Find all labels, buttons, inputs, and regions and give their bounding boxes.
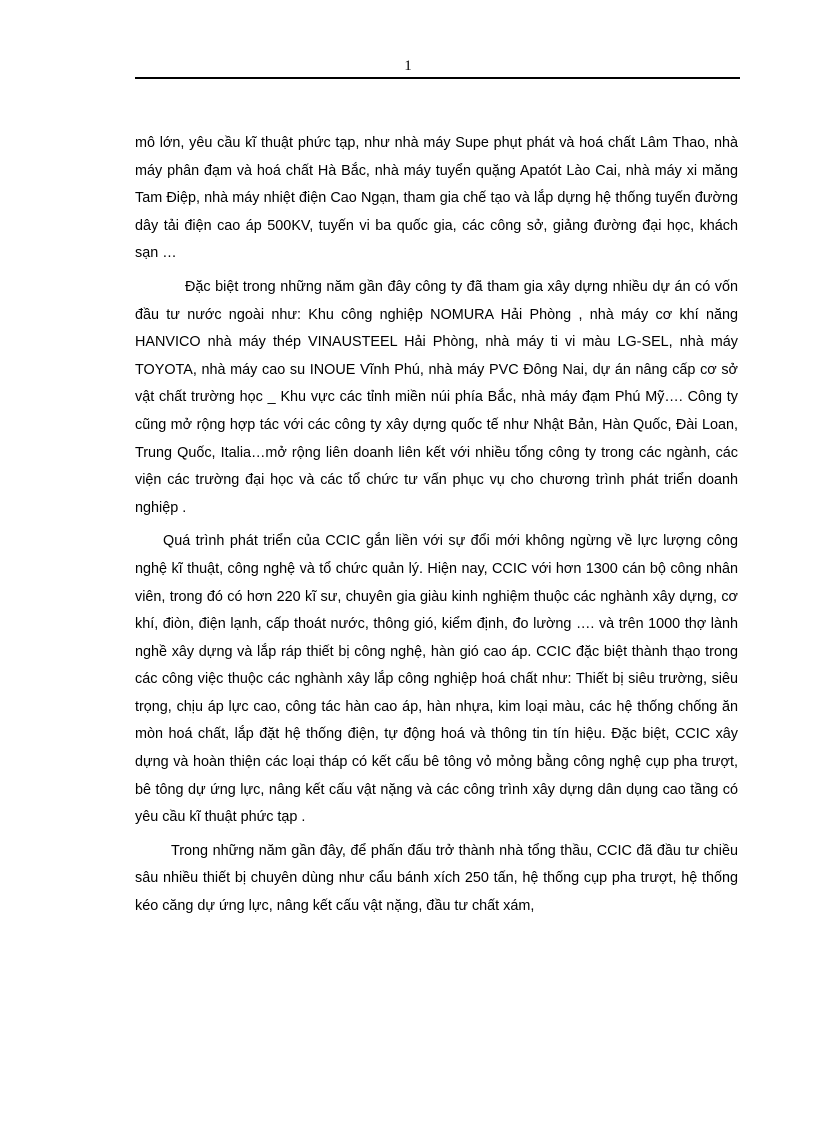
paragraph-ccic-development: Quá trình phát triển của CCIC gắn liền với sự đổi mới không ngừng về lực lượng công nghệ kĩ thuật, công nghệ và tổ chức quản lý. Hiện nay, CCIC với hơn 1300 cán bộ công nhân viên, trong đó có hơn 220 kĩ sư, chuyên gia giàu kinh nghiệm thuộc các nghành xây dựng, cơ khí, điòn, điện lạnh, cấp thoát nước, thông gió, kiểm định, đo lường …. và trên 1000 thợ lành nghề xây dựng và lắp ráp thiết bị công nghệ, hàn gió cao áp. CCIC đặc biệt thành thạo trong các công việc thuộc các nghành xây lắp công nghiệp hoá chất như: Thiết bị siêu trường, siêu trọng, chịu áp lực cao, công tác hàn cao áp, hàn nhựa, kim loại màu, các hệ thống chống ăn mòn hoá chất, lắp đặt hệ thống điện, tự động hoá và thông tin tín hiệu. Đặc biệt, CCIC xây dựng và hoàn thiện các loại tháp có kết cấu bê tông vỏ mỏng bằng công nghệ cụp pha trượt, bê tông dự ứng lực, nâng kết cấu vật nặng và các công trình xây dựng dân dụng cao tầng có yêu cầu kĩ thuật phức tạp . [135, 533, 738, 826]
paragraph-continuation: mô lớn, yêu cầu kĩ thuật phức tạp, như nhà máy Supe phụt phát và hoá chất Lâm Thao, nhà máy phân đạm và hoá chất Hà Bắc, nhà máy tuyển quặng Apatót Lào Cai, nhà máy xi măng Tam Điệp, nhà máy nhiệt điện Cao Ngạn, tham gia chế tạo và lắp dựng hệ thống tuyến đường dây tải điện cao áp 500KV, tuyến vi ba quốc gia, các công sở, giảng đường đại học, khách sạn … [135, 135, 738, 262]
paragraph-recent-investment: Trong những năm gần đây, để phấn đấu trở thành nhà tổng thầu, CCIC đã đầu tư chiều sâu nhiều thiết bị chuyên dùng như cẩu bánh xích 250 tấn, hệ thống cụp pha trượt, hệ thống kéo căng dự ứng lực, nâng kết cấu vật nặng, đầu tư chất xám, [135, 842, 738, 915]
page-number: 1 [404, 58, 412, 74]
header-rule [135, 77, 740, 79]
paragraph-foreign-projects: Đặc biệt trong những năm gần đây công ty đã tham gia xây dựng nhiều dự án có vốn đầu tư nước ngoài như: Khu công nghiệp NOMURA Hải Phòng , nhà máy cơ khí năng HANVICO nhà máy thép VINAUSTEEL Hải Phòng, nhà máy ti vi màu LG-SEL, nhà máy TOYOTA, nhà máy cao su INOUE Vĩnh Phú, nhà máy PVC Đông Nai, dự án nâng cấp cơ sở vật chất trường học _ Khu vực các tỉnh miền núi phía Bắc, nhà máy đạm Phú Mỹ…. Công ty cũng mở rộng hợp tác với các công ty xây dựng quốc tế như Nhật Bản, Hàn Quốc, Đài Loan, Trung Quốc, Italia…mở rộng liên doanh liên kết với nhiều tổng công ty trong các ngành, các viện các trường đại học và các tổ chức tư vấn phục vụ cho chương trình phát triển doanh nghiệp . [135, 278, 738, 516]
document-body [135, 130, 738, 927]
